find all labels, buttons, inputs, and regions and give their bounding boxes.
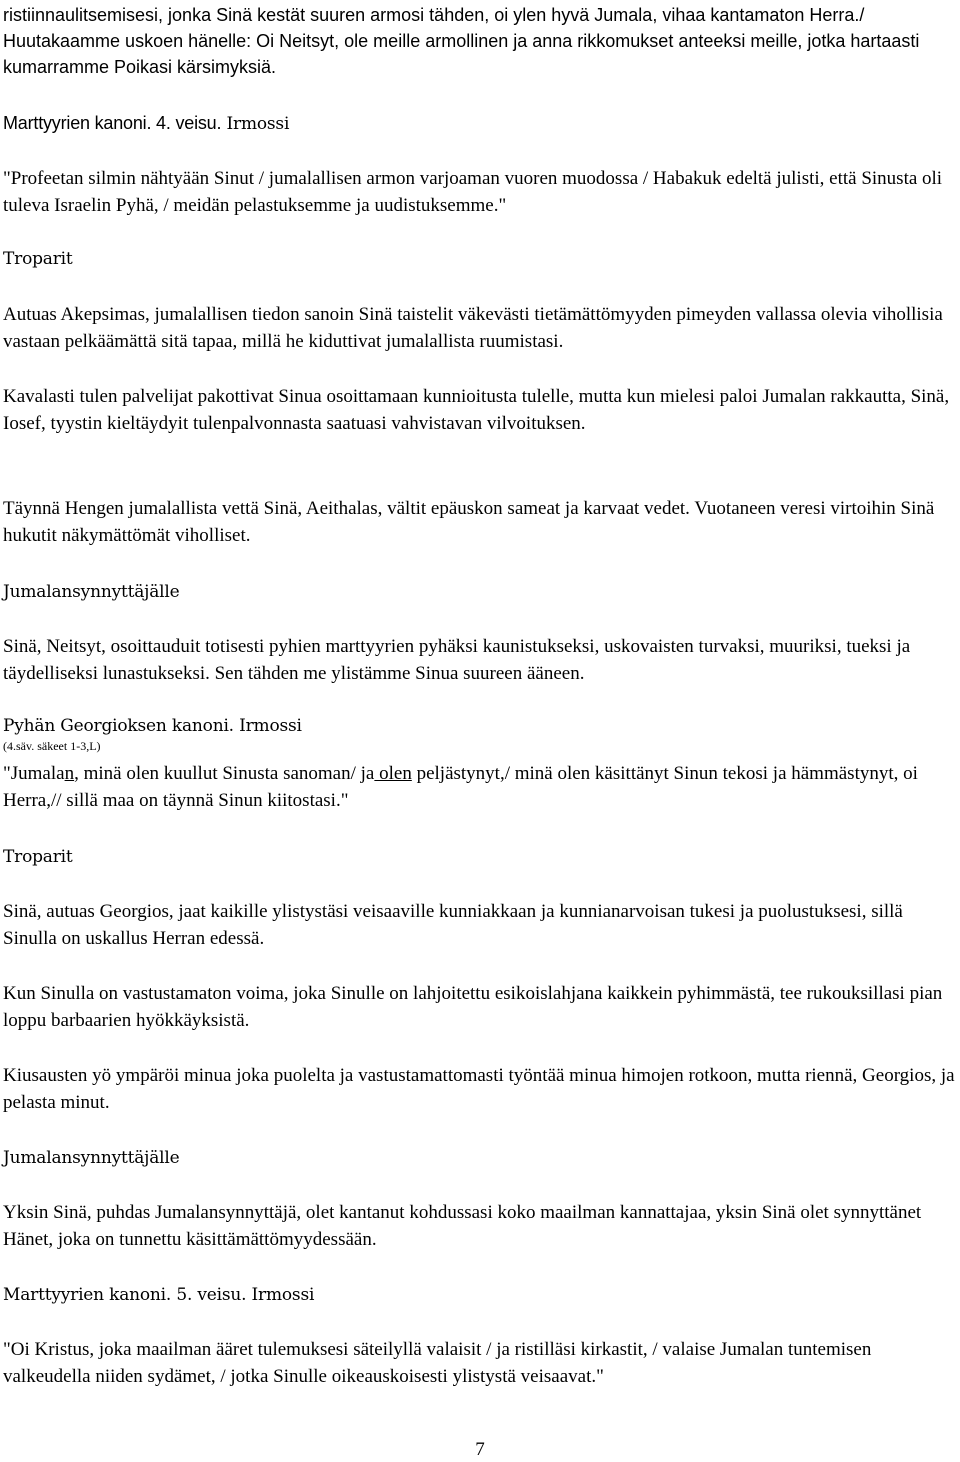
intro-paragraph: ristiinnaulitsemisesi, jonka Sinä kestät suuren armosi tähden, oi ylen hyvä Jumala, vihaa kantamaton Herra./ Huutakaamme uskoen hänelle: Oi Neitsyt, ole meille armollinen ja anna rikkomukset anteeksi meille, jotka hartaasti kumarramme Poikasi kärsimyksiä. (3, 5, 920, 77)
troparion-akepsimas: Autuas Akepsimas, jumalallisen tiedon sanoin Sinä taistelit väkevästi tietämättömyyden pimeyden vallassa olevia vihollisia vastaan pelkäämättä sitä tapaa, millä he kiduttivat jumalallista ruumistasi. (3, 304, 943, 352)
heading-martyr-canon-4 (3, 111, 289, 136)
irmos-paragraph-2 (3, 760, 957, 814)
theotokion-paragraph-1: Sinä, Neitsyt, osoittauduit totisesti pyhien marttyyrien pyhäksi kaunistukseksi, uskovaisten turvaksi, muuriksi, tueksi ja täydelliseksi lunastukseksi. Sen tähden me ylistämme Sinua suureen ääneen. (3, 636, 911, 684)
heading-theotokion-2: Jumalansynnyttäjälle (3, 1148, 180, 1168)
irmos-2-underlined-word: olen (374, 763, 412, 784)
irmos-paragraph-3: "Oi Kristus, joka maailman ääret tulemuksesi säteilyllä valaisit / ja ristilläsi kirkastit, / valaise Jumalan tuntemisen valkeudella niiden sydämet, / jotka Sinulle oikeauskoisesti ylistystä veisaavat." (3, 1339, 872, 1387)
troparion-georgios-1: Sinä, autuas Georgios, jaat kaikille ylistystäsi veisaaville kunniakkaan ja kunnianarvoisan tukesi ja puolustuksesi, sillä Sinulla on uskallus Herran edessä. (3, 901, 903, 949)
heading-irmos-label: Irmossi (221, 114, 290, 134)
heading-martyr-canon-4-label: Marttyyrien kanoni. 4. veisu. (3, 113, 222, 133)
page-number: 7 (475, 1439, 485, 1460)
irmos-2-part-c: , minä olen kuullut Sinusta sanoman/ ja (74, 763, 375, 784)
troparion-aeithalas: Täynnä Hengen jumalallista vettä Sinä, Aeithalas, vältit epäuskon sameat ja karvaat vedet. Vuotaneen veresi virtoihin Sinä hukutit näkymättömät viholliset. (3, 498, 935, 546)
troparion-georgios-3: Kiusausten yö ympäröi minua joka puolelta ja vastustamattomasti työntää minua himojen rotkoon, mutta riennä, Georgios, ja pelasta minut. (3, 1065, 955, 1113)
heading-troparit-2: Troparit (3, 847, 73, 867)
heading-martyr-canon-5: Marttyyrien kanoni. 5. veisu. Irmossi (3, 1285, 315, 1305)
troparion-iosef: Kavalasti tulen palvelijat pakottivat Sinua osoittamaan kunnioitusta tulelle, mutta kun mielesi paloi Jumalan rakkautta, Sinä, Iosef, tyystin kieltäydyit tulenpalvonnasta saatuasi vahvistavan vilvoituksen. (3, 386, 950, 434)
heading-troparit-1: Troparit (3, 249, 73, 269)
heading-george-canon: Pyhän Georgioksen kanoni. Irmossi (3, 716, 302, 736)
irmos-paragraph-1: "Profeetan silmin nähtyään Sinut / jumalallisen armon varjoaman vuoren muodossa / Habakuk edeltä julisti, että Sinusta oli tuleva Israelin Pyhä, / meidän pelastuksemme ja uudistuksemme." (3, 168, 943, 216)
irmos-2-part-a: "Jumala (3, 763, 65, 784)
irmos-2-part-e: peljästynyt,/ minä olen käsittänyt Sinun tekosi ja hämmästynyt, oi Herra,// sillä maa on täynnä Sinun kiitostasi." (3, 763, 918, 811)
theotokion-paragraph-2: Yksin Sinä, puhdas Jumalansynnyttäjä, olet kantanut kohdussasi koko maailman kannattajaa, yksin Sinä olet synnyttänet Hänet, joka on tunnettu käsittämättömyydessään. (3, 1202, 922, 1250)
tone-note: (4.säv. säkeet 1-3,L) (3, 739, 101, 753)
heading-theotokion-1: Jumalansynnyttäjälle (3, 582, 180, 602)
irmos-2-underlined-letter: n (64, 763, 75, 784)
troparion-georgios-2: Kun Sinulla on vastustamaton voima, joka Sinulle on lahjoitettu esikoislahjana kaikkein pyhimmästä, tee rukouksillasi pian loppu barbaarien hyökkäyksistä. (3, 983, 943, 1031)
